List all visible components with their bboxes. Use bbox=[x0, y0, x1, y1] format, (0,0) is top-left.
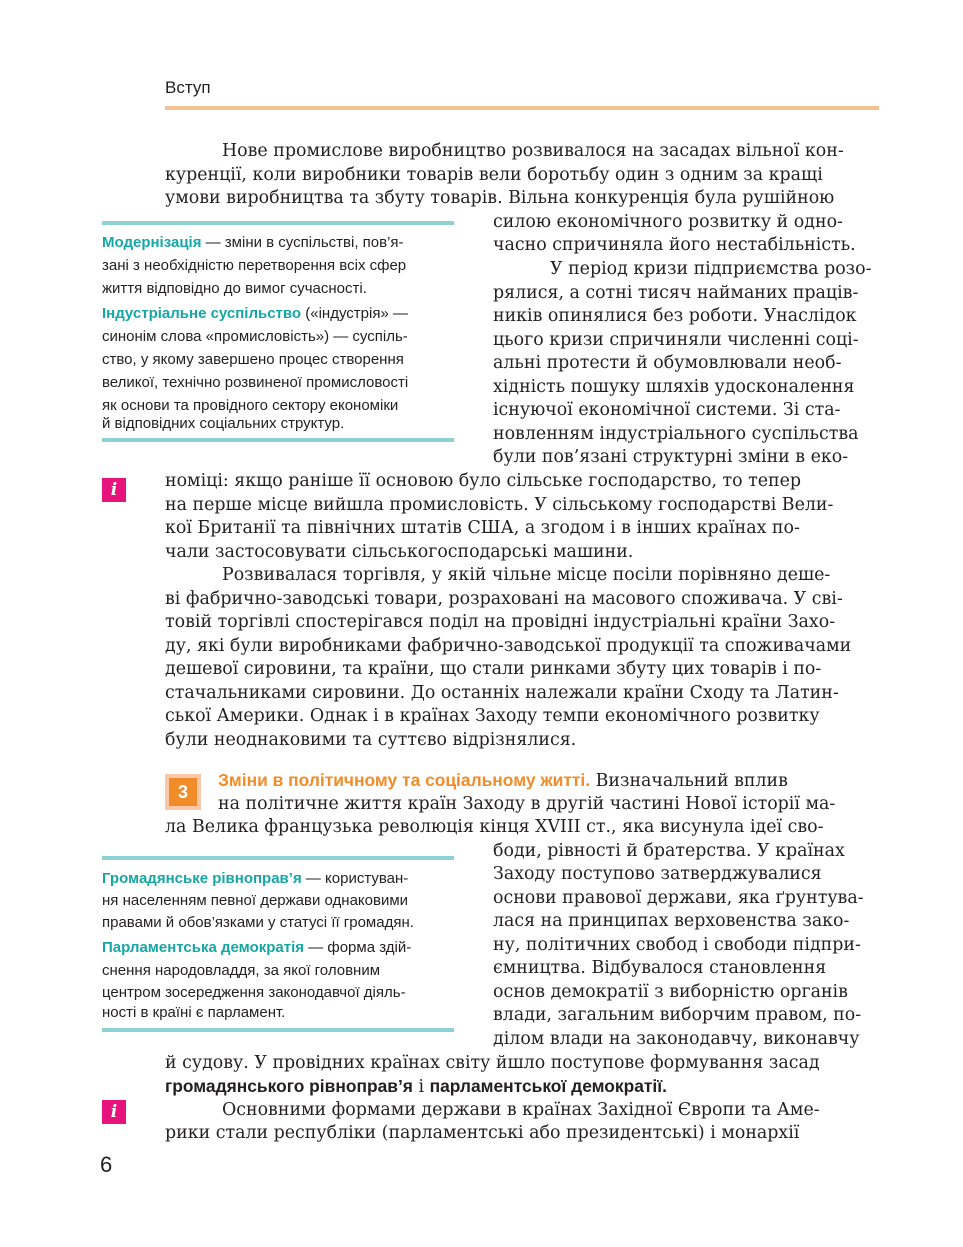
text-line: основи правової держави, яка ґрунтува- bbox=[493, 888, 864, 908]
glossary-line: синонім слова «промисловість») — суспіль- bbox=[102, 328, 408, 345]
text-line: ділом влади на законодавчу, виконавчу bbox=[493, 1029, 860, 1049]
text-line: куренції, коли виробники товарів вели боротьбу один з одним за кращі bbox=[165, 165, 823, 185]
glossary-entry: Модернізація — зміни в суспільстві, пов’я- bbox=[102, 234, 404, 251]
text-line: товій торгівлі спостерігався поділ на провідні індустріальні країни Захо- bbox=[165, 612, 836, 632]
text-line: були неоднаковими та суттєво відрізнялися. bbox=[165, 730, 577, 750]
section-number-badge bbox=[165, 774, 201, 810]
glossary-entry: Громадянське рівноправ’я — користуван- bbox=[102, 870, 409, 887]
text-line: новленням індустріального суспільства bbox=[493, 424, 859, 444]
text-line: стачальниками сировини. До останніх належали країни Сходу та Латин- bbox=[165, 683, 839, 703]
text-line: громадянського рівноправ’я і парламентської демократії. bbox=[165, 1076, 667, 1097]
info-icon: i bbox=[102, 1100, 126, 1124]
text-line: на перше місце вийшла промисловість. У сільському господарстві Вели- bbox=[165, 495, 834, 515]
text-line: ві фабрично-заводські товари, розраховані на масового споживача. У сві- bbox=[165, 589, 843, 609]
text-line: боди, рівності й братерства. У країнах bbox=[493, 841, 845, 861]
glossary-line: правами й обов’язками у статусі її громадян. bbox=[102, 914, 414, 931]
text-line: основ демократії з виборністю органів bbox=[493, 982, 848, 1002]
info-icon: i bbox=[102, 478, 126, 502]
glossary-rule-top bbox=[102, 221, 454, 225]
text-line: Розвивалася торгівля, у якій чільне місце посіли порівняно деше- bbox=[222, 565, 831, 585]
glossary-term: Громадянське рівноправ’я bbox=[102, 870, 302, 887]
glossary-entry: Індустріальне суспільство («індустрія» — bbox=[102, 305, 408, 322]
text-line: ду, які були виробниками фабрично-заводської продукції та споживачами bbox=[165, 636, 852, 656]
text-line: номіці: якщо раніше її основою було сільське господарство, то тепер bbox=[165, 471, 802, 491]
glossary-line: зані з необхідністю перетворення всіх сфер bbox=[102, 257, 407, 274]
text-line: ників опинялися без роботи. Унаслідок bbox=[493, 306, 857, 326]
glossary-term: Парламентська демократія bbox=[102, 939, 305, 956]
text-line: й судову. У провідних країнах світу йшло поступове формування засад bbox=[165, 1053, 820, 1073]
text-line: Зміни в політичному та соціальному житті. Визначальний вплив bbox=[218, 770, 788, 791]
glossary-entry: Парламентська демократія — форма здій- bbox=[102, 939, 412, 956]
text-line: ла Велика французька революція кінця XVIII ст., яка висунула ідеї сво- bbox=[165, 817, 824, 837]
text-line: на політичне життя країн Заходу в другій частині Нової історії ма- bbox=[218, 794, 836, 814]
text-line: Основними формами держави в країнах Західної Європи та Аме- bbox=[222, 1100, 820, 1120]
text-line: рялися, а сотні тисяч найманих праців- bbox=[493, 283, 859, 303]
section-title: Зміни в політичному та соціальному житті. bbox=[218, 770, 591, 790]
text-line: чали застосовувати сільськогосподарські машини. bbox=[165, 542, 634, 562]
text-line: силою економічного розвитку й одно- bbox=[493, 212, 843, 232]
text-line: Нове промислове виробництво розвивалося на засадах вільної кон- bbox=[222, 141, 844, 161]
text-line: ну, політичних свобод і свободи підпри- bbox=[493, 935, 861, 955]
text-line: альні протести й обумовлювали необ- bbox=[493, 353, 842, 373]
glossary-line: ності в країні є парламент. bbox=[102, 1004, 286, 1021]
glossary-rule-bottom bbox=[102, 438, 454, 442]
glossary-line: як основи та провідного сектору економіки bbox=[102, 397, 399, 414]
header-rule bbox=[165, 106, 879, 110]
text-line: лася на принципах верховенства зако- bbox=[493, 911, 850, 931]
text-line: кої Британії та північних штатів США, а згодом і в інших країнах по- bbox=[165, 518, 800, 538]
key-term: громадянського рівноправ’я bbox=[165, 1076, 413, 1096]
glossary-line: життя відповідно до вимог сучасності. bbox=[102, 280, 367, 297]
glossary-rule-bottom bbox=[102, 1028, 454, 1032]
key-term: парламентської демократії bbox=[429, 1076, 663, 1096]
text-line: часно спричиняла його нестабільність. bbox=[493, 235, 856, 255]
page-number: 6 bbox=[100, 1152, 113, 1177]
text-line: рики стали республіки (парламентські або президентські) і монархії bbox=[165, 1123, 800, 1143]
text-line: ської Америки. Однак і в країнах Заходу темпи економічного розвитку bbox=[165, 706, 820, 726]
section-header: Вступ bbox=[165, 78, 211, 97]
text-line: були пов’язані структурні зміни в еко- bbox=[493, 447, 849, 467]
text-line: Заходу поступово затверджувалися bbox=[493, 864, 822, 884]
glossary-line: центром зосередження законодавчої діяль- bbox=[102, 984, 406, 1001]
glossary-term: Модернізація bbox=[102, 234, 202, 251]
glossary-line: ня населенням певної держави однаковими bbox=[102, 892, 409, 909]
text-line: дешевої сировини, та країни, що стали ринками збуту цих товарів і по- bbox=[165, 659, 822, 679]
text-line: У період кризи підприємства розо- bbox=[550, 259, 872, 279]
text-line: цього кризи спричиняли численні соці- bbox=[493, 330, 859, 350]
glossary-line: й відповідних соціальних структур. bbox=[102, 415, 345, 432]
text-line: ємництва. Відбувалося становлення bbox=[493, 958, 827, 978]
text-line: влади, загальним виборчим правом, по- bbox=[493, 1005, 862, 1025]
glossary-rule-top bbox=[102, 856, 454, 860]
glossary-line: великої, технічно розвиненої промисловості bbox=[102, 374, 409, 391]
glossary-term: Індустріальне суспільство bbox=[102, 305, 302, 322]
glossary-line: ство, у якому завершено процес створення bbox=[102, 351, 404, 368]
glossary-line: снення народовладдя, за якої головним bbox=[102, 962, 381, 979]
text-line: умови виробництва та збуту товарів. Вільна конкуренція була рушійною bbox=[165, 188, 835, 208]
section-number: 3 bbox=[169, 778, 197, 806]
text-line: існуючої економічної системи. Зі ста- bbox=[493, 400, 841, 420]
text-line: хідність пошуку шляхів удосконалення bbox=[493, 377, 855, 397]
